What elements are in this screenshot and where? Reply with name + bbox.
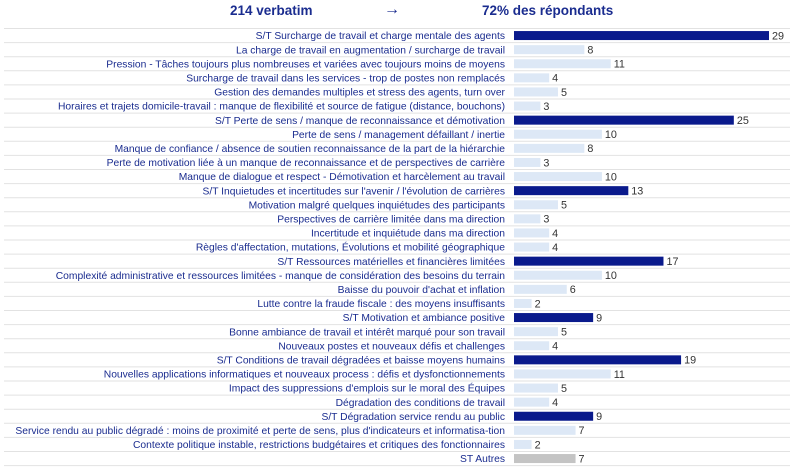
bar-detail [514,299,532,308]
bar-detail [514,271,602,280]
bar-detail [514,327,558,336]
value-label: 4 [552,396,559,409]
value-label: 11 [613,368,625,381]
bar-summary [514,116,734,125]
value-label: 10 [604,171,617,184]
bar-summary [514,257,663,266]
bar-detail [514,341,549,350]
category-label: Manque de dialogue et respect - Démotivation et harcèlement au travail [178,172,505,184]
category-label: Complexité administrative et ressources limitées - manque de considération des besoins du terrain [55,270,505,282]
bar-summary [514,31,769,40]
category-label: Manque de confiance / absence de soutien reconnaissance de la part de la hiérarchie [114,143,505,155]
bar-detail [514,172,602,181]
category-label: Incertitude et inquiétude dans ma direction [310,228,505,240]
category-label: Pression - Tâches toujours plus nombreuses et variées avec toujours moins de moyens [106,59,505,71]
value-label: 4 [552,72,559,85]
value-label: 3 [543,157,550,170]
bar-summary [514,313,593,322]
value-label: 29 [772,30,785,43]
value-label: 3 [543,213,550,226]
category-label: Bonne ambiance de travail et intérêt marqué pour son travail [229,327,505,339]
value-label: 4 [552,340,559,353]
value-label: 17 [666,255,679,268]
value-label: 6 [569,284,576,297]
value-label: 19 [684,354,697,367]
value-label: 3 [543,100,550,113]
value-label: 11 [613,58,625,71]
value-label: 25 [736,114,749,127]
category-label: S/T Perte de sens / manque de reconnaissance et démotivation [214,115,505,127]
value-label: 5 [560,199,567,212]
value-label: 5 [560,86,567,99]
bar-summary [514,355,681,364]
category-label: S/T Motivation et ambiance positive [342,313,505,325]
bar-detail [514,369,611,378]
bar-detail [514,73,549,82]
value-label: 9 [596,312,603,325]
bar-detail [514,144,584,153]
bar-detail [514,158,540,167]
category-label: Surcharge de travail dans les services - trop de postes non remplacés [186,73,505,85]
bar-detail [514,200,558,209]
respondents-share: 72% des répondants [482,3,614,18]
value-label: 7 [578,453,585,466]
value-label: 13 [631,185,644,198]
category-label: S/T Inquietudes et incertitudes sur l'avenir / l'évolution de carrières [202,186,505,198]
category-label: Horaires et trajets domicile-travail : manque de flexibilité et source de fatigue (distance, bouchons) [58,101,505,113]
bar-detail [514,228,549,237]
value-label: 5 [560,382,567,395]
bar-detail [514,243,549,252]
category-label: Service rendu au public dégradé : moins de proximité et perte de sens, plus d'indicateurs et informatisa-tion [15,425,505,437]
category-label: Nouvelles applications informatiques et nouveaux process : défis et dysfonctionnements [103,369,505,381]
bar-summary [514,412,593,421]
category-label: Perte de sens / management défaillant / inertie [292,129,505,141]
bar-detail [514,87,558,96]
category-label: S/T Dégradation service rendu au public [321,411,505,423]
value-label: 9 [596,411,603,424]
bar-detail [514,214,540,223]
bar-detail [514,45,584,54]
value-label: 2 [534,439,541,452]
arrow-right-icon: → [384,1,400,18]
bar-detail [514,398,549,407]
bar-detail [514,102,540,111]
value-label: 10 [604,270,617,283]
bar-detail [514,59,611,68]
category-label: Baisse du pouvoir d'achat et inflation [337,284,505,296]
bar-detail [514,426,576,435]
category-label: Perte de motivation liée à un manque de reconnaissance et de perspectives de carrière [106,158,505,170]
category-label: S/T Surcharge de travail et charge mentale des agents [255,31,505,43]
bar-detail [514,285,567,294]
verbatim-count: 214 verbatim [230,3,313,18]
category-label: Impact des suppressions d'emplois sur le moral des Équipes [228,383,505,395]
category-label: Lutte contre la fraude fiscale : des moyens insuffisants [257,299,505,311]
bar-detail [514,440,532,449]
bar-summary [514,186,628,195]
bar-detail [514,130,602,139]
category-label: ST Autres [459,454,505,466]
bar-detail [514,384,558,393]
category-label: Contexte politique instable, restrictions budgétaires et critiques des fonctionnaires [132,440,505,452]
value-label: 4 [552,227,559,240]
value-label: 8 [587,143,594,156]
category-label: Gestion des demandes multiples et stress des agents, turn over [214,87,505,99]
category-label: S/T Conditions de travail dégradées et baisse moyens humains [216,355,505,367]
value-label: 4 [552,241,559,254]
bar-other [514,454,576,463]
category-label: Motivation malgré quelques inquiétudes des participants [248,200,505,212]
value-label: 5 [560,326,567,339]
value-label: 7 [578,425,585,438]
value-label: 10 [604,129,617,142]
category-label: Règles d'affectation, mutations, Évolutions et mobilité géographique [195,242,505,254]
category-label: Nouveaux postes et nouveaux défis et challenges [278,341,505,353]
category-label: La charge de travail en augmentation / surcharge de travail [235,45,505,57]
category-label: Dégradation des conditions de travail [335,397,505,409]
category-label: S/T Ressources matérielles et financières limitées [277,256,505,268]
value-label: 2 [534,298,541,311]
value-label: 8 [587,44,594,57]
category-label: Perspectives de carrière limitée dans ma direction [277,214,505,226]
